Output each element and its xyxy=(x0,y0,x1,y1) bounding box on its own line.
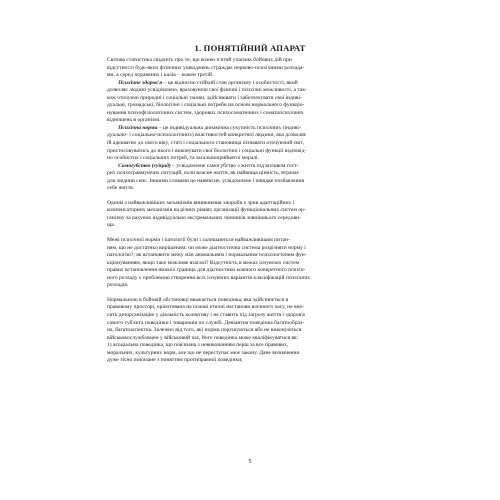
text-line xyxy=(107,163,399,171)
paragraph-suicide xyxy=(107,163,399,193)
text-line: кож оточуючі природні і соціальні умови, здійснювати і забезпечувати свої індиві- xyxy=(107,94,302,101)
text-run: – усвідомлене самогубство з життя під впливом гост- xyxy=(170,162,299,169)
text-line xyxy=(107,125,399,133)
paragraph-gap xyxy=(107,290,399,297)
paragraph-mental-norm xyxy=(107,125,399,163)
paragraph-intro xyxy=(107,57,399,80)
text-line: рих психотравмуючих ситуацій, коли власне життя, як найвища цінність, втрачає xyxy=(107,170,299,177)
text-line: дуальні, громадські, біологічні і соціальні потреби на основі нормального функціо- xyxy=(107,102,305,109)
term-mental-norm: Психічна норма xyxy=(118,124,158,131)
paragraph-norm-boundaries xyxy=(107,237,399,290)
text-line: правил встановлення нижніх границь для діагностики кожного конкретного психіч- xyxy=(107,267,306,274)
text-line: дуально- і соціально-психологічних) властивостей конкретної людини, яка дозволяє xyxy=(107,132,307,139)
text-run: – це індивідуальна динамічна сукупність психічних (індиві- xyxy=(157,124,301,131)
term-suicide: Самогубство (суїцид) xyxy=(118,162,171,169)
paragraph-gap xyxy=(107,230,399,237)
text-line: ного розладу є проблемою створення всіх існуючих варіантів класифікацій психічних xyxy=(107,274,311,281)
text-line: відсутності будь-яких фізичних ушкоджень страждає нервово-психічними розлада- xyxy=(107,64,305,71)
text-line: себе життя. xyxy=(107,185,135,192)
text-line: дуже тісно пов'язане з поняттям протиправної поведінки; xyxy=(107,357,243,364)
text-line: дозволяє людині усвідомлено, враховуючи свої фізичні і психічні можливості, а так- xyxy=(107,87,307,94)
text-line: для людини сенс. Іншими словами це навмисне, усвідомлене і швидке позбавлення xyxy=(107,177,305,184)
text-line: самого суб'єкта поведінки і товаришів по службі. Девіантна поведінка багатообраз- xyxy=(107,319,305,326)
text-line: но особистих і соціальних потреб, та загальноприйнятої моралі. xyxy=(107,155,259,162)
text-line: ганізму за рахунок індивідуально екстремальних чинників зовнішнього середови- xyxy=(107,214,301,221)
text-line xyxy=(107,80,399,88)
text-line: військовослужбовцем у військовий час, його поведінка може кваліфікуватися як: xyxy=(107,334,299,341)
text-line: Світова статистика свідчить про те, що кожен п'ятий учасник бойових дій при xyxy=(107,57,292,63)
text-line: відношень в організмі. xyxy=(107,117,161,124)
paragraph-gap xyxy=(107,193,399,200)
text-line: пристосовуватись до нього і виконувати свої біологічні і соціальні функції відповід- xyxy=(107,147,307,154)
text-line: їй адекватно до свого віку, статі і соціального становища пізнавати оточуючий світ, xyxy=(107,140,304,147)
paragraph-asocial-behavior xyxy=(107,342,399,365)
section-heading: 1. ПОНЯТІЙНИЙ АПАРАТ xyxy=(194,43,306,53)
text-line: на, багатоаспектна. Залежно від того, які норми порушуються або не виконуються xyxy=(107,327,302,334)
text-line: 1) асоціальна поведінка, що пов'язана з невиконанням перш за все правових, xyxy=(107,342,289,349)
text-line: моральних, культурних норм, але що не переступає меж закону. Дане визначення xyxy=(107,349,300,356)
text-line: ням, що не достатньо вирішеним: чи може діагностична система розрізняти норму і xyxy=(107,244,306,251)
text-line: розладів. xyxy=(107,282,129,289)
text-line: нування психофізіологічних систем, здорових психосоматичних і соматопсихічних xyxy=(107,109,304,116)
text-line: Межі психічної норми і патології були і залишаються найважливішим питан- xyxy=(107,237,290,244)
text-line: патологію?; як встановити межу між аномальним і нормальним психологічним фун- xyxy=(107,252,307,259)
text-line: компенсаторних механізмів на різних рівнях організації функціональних систем ор- xyxy=(107,207,306,214)
paragraph-mechanisms xyxy=(107,200,399,230)
paragraph-mental-health xyxy=(107,80,399,125)
term-mental-health: Психічне здоров'я xyxy=(118,79,163,86)
paragraph-combat-behavior xyxy=(107,297,399,342)
text-line: кціонуванням, якщо таке можливе взагалі? Відсутність в межах існуючих систем xyxy=(107,259,300,266)
text-line: правовому просторі, орієнтована на основі етичні настанови воєнного часу, не вно- xyxy=(107,304,305,311)
page-number: 5 xyxy=(248,459,252,465)
body-text xyxy=(107,57,399,365)
text-run: – це відносно стійкий стан організму і особистості, який xyxy=(162,79,298,86)
text-line: Одним з найважливіших механізмів виникнення хвороби є зрив адаптаційних і xyxy=(107,199,295,206)
text-line: Нормальною в бойовій обстановці вважається поведінка, яка здійснюється в xyxy=(107,296,289,303)
text-line: сить дезорганізацію у діяльність колективу і не ставить під загрозу життя і здоров'я xyxy=(107,311,305,318)
text-line: ми, а серед поранених і калік – кожен третій. xyxy=(107,72,214,79)
text-line: ща. xyxy=(107,222,116,229)
